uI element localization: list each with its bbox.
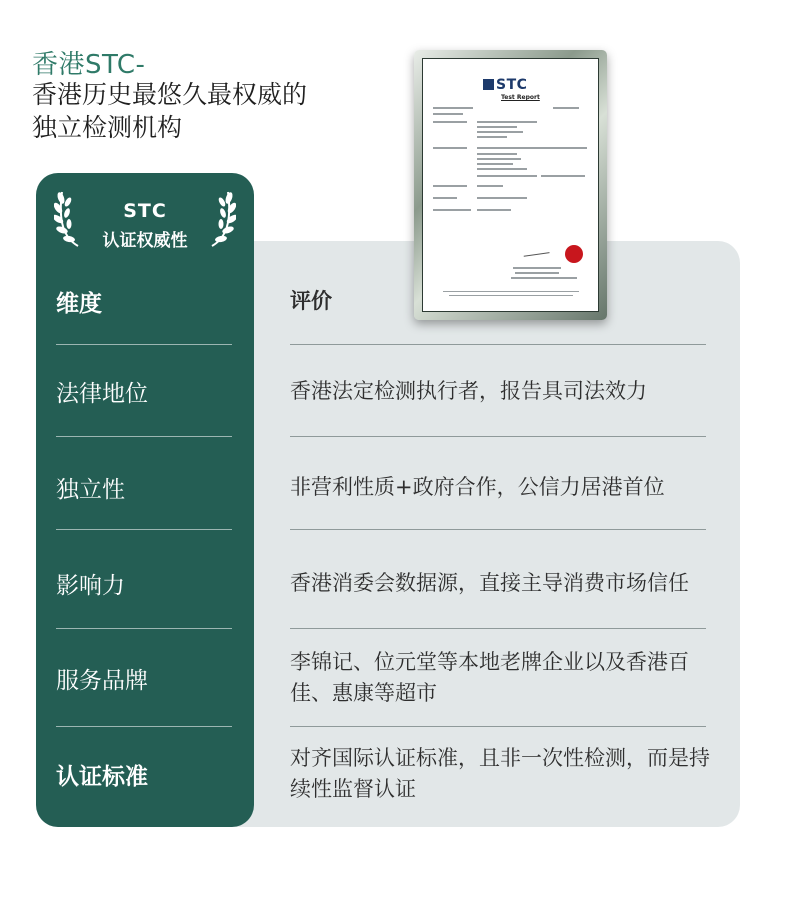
table-header-dimension: 维度	[56, 290, 102, 317]
certificate-logo	[483, 77, 527, 93]
row-divider	[56, 726, 232, 727]
certificate-text-line	[515, 272, 559, 274]
row-evaluation-influence: 香港消委会数据源，直接主导消费市场信任	[290, 570, 689, 595]
row-evaluation-legal-status: 香港法定检测执行者，报告具司法效力	[290, 378, 647, 403]
certificate-text-line	[433, 107, 473, 109]
certificate-text-line	[513, 267, 561, 269]
certificate-text-line	[553, 107, 579, 109]
row-dimension-certification-standard: 认证标准	[56, 763, 148, 790]
stc-logo-icon	[483, 79, 494, 90]
certificate-text-line	[511, 277, 577, 279]
seal-icon	[565, 245, 583, 263]
row-divider	[290, 628, 706, 629]
hero-subtitle: 香港STC-	[32, 50, 146, 80]
hero-title-line1: 香港历史最悠久最权威的	[32, 80, 308, 109]
certificate-text-line	[477, 175, 537, 177]
certificate-text-line	[449, 295, 573, 296]
certificate-paper	[422, 58, 599, 312]
certificate-text-line	[477, 168, 527, 170]
certificate-image	[414, 50, 607, 320]
badge-line2: 认证权威性	[102, 231, 188, 251]
row-divider	[290, 344, 706, 345]
row-divider	[56, 436, 232, 437]
certificate-text-line	[433, 197, 457, 199]
certificate-text-line	[433, 185, 467, 187]
certificate-text-line	[541, 175, 585, 177]
certificate-text-line	[433, 113, 463, 115]
row-evaluation-service-brands: 李锦记、位元堂等本地老牌企业以及香港百佳、惠康等超市	[290, 650, 689, 705]
certificate-text-line	[433, 147, 467, 149]
certificate-text-line	[477, 158, 521, 160]
certificate-text-line	[477, 126, 517, 128]
certificate-text-line	[477, 131, 523, 133]
signature	[522, 243, 549, 257]
certificate-text-line	[477, 197, 527, 199]
certificate-text-line	[477, 209, 511, 211]
stc-badge	[36, 188, 254, 254]
row-evaluation-certification-standard: 对齐国际认证标准，且非一次性检测，而是持续性监督认证	[290, 746, 710, 801]
row-divider	[56, 529, 232, 530]
row-evaluation-independence: 非营利性质+政府合作，公信力居港首位	[290, 474, 665, 499]
row-dimension-legal-status: 法律地位	[56, 380, 148, 407]
table-header-evaluation: 评价	[290, 288, 332, 313]
certificate-text-line	[477, 163, 513, 165]
certificate-text-line	[477, 147, 587, 149]
certificate-text-line	[433, 121, 467, 123]
certificate-text-line	[443, 291, 579, 292]
row-divider	[56, 344, 232, 345]
certificate-text-line	[477, 185, 503, 187]
row-divider	[290, 436, 706, 437]
hero-title-line2: 独立检测机构	[32, 113, 183, 142]
certificate-text-line	[477, 136, 507, 138]
row-dimension-service-brands: 服务品牌	[56, 667, 148, 694]
certificate-text-line	[433, 209, 471, 211]
row-divider	[290, 529, 706, 530]
row-divider	[56, 628, 232, 629]
badge-line1: STC	[123, 200, 167, 222]
row-dimension-independence: 独立性	[56, 476, 125, 503]
hero-title	[32, 78, 307, 144]
row-dimension-influence: 影响力	[56, 572, 125, 599]
row-divider	[290, 726, 706, 727]
certificate-report-label: Test Report	[501, 94, 540, 101]
certificate-text-line	[477, 153, 517, 155]
certificate-text-line	[477, 121, 537, 123]
certificate-logo-text: STC	[496, 77, 528, 93]
